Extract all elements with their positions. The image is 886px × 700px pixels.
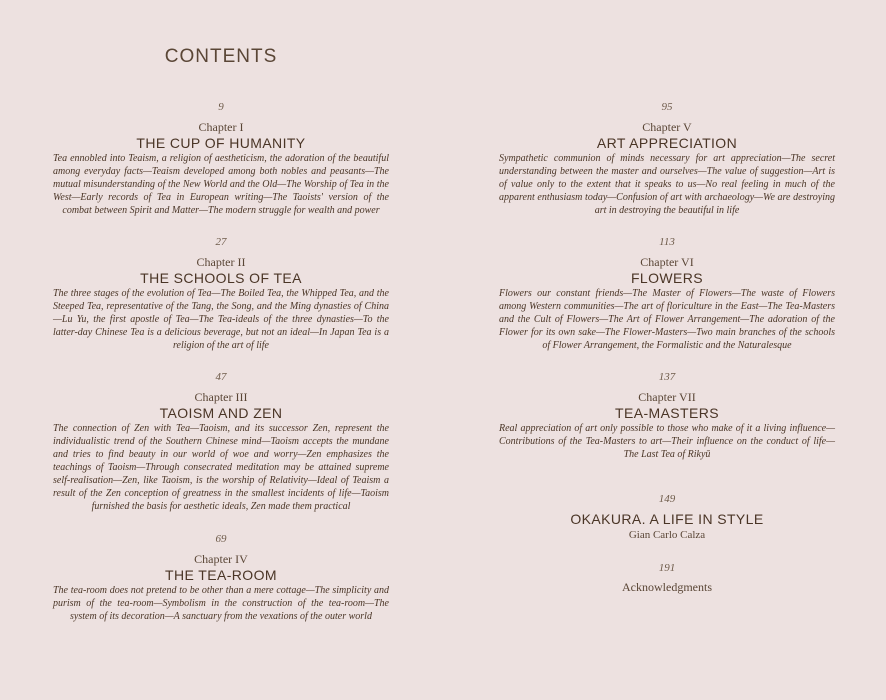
toc-entry-chapter-6[interactable] (499, 236, 835, 352)
chapter-title: TAOISM AND ZEN (159, 405, 283, 421)
toc-entry-chapter-5[interactable] (499, 101, 835, 217)
chapter-label: Chapter V (642, 120, 692, 134)
chapter-summary: The three stages of the evolution of Tea—The Boiled Tea, the Whipped Tea, and the Steeped Tea, representative of the Tang, the Song, and the Ming dynasties of China—Lu Yu, the first apostle of Tea—The Tea-ideals of the three dynasties—To the latter-day Chinese Tea is a delicious beverage, but not an ideal—In Japan Tea is a religion of the art of life (53, 288, 389, 351)
chapter-label: Chapter II (196, 255, 246, 269)
chapter-summary: The connection of Zen with Tea—Taoism, and its successor Zen, represent the individualistic trend of the Southern Chinese mind—Taoism accepts the mundane and tries to find beauty in our world of woe and worry—Zen emphasizes the teachings of Taoism—Through consecrated meditation may be attained supreme self-realisation—Zen, like Taoism, is the worship of Relativity—Ideal of Teaism a result of the Zen conception of greatness in the smallest incidents of life—Taoism furnished the basis for aesthetic ideals, Zen made them practical (53, 423, 389, 512)
chapter-title: THE CUP OF HUMANITY (136, 135, 306, 151)
page-number: 47 (215, 371, 227, 383)
page-number: 113 (659, 236, 675, 248)
page-number: 9 (218, 101, 224, 113)
toc-entry-chapter-7[interactable] (499, 371, 835, 461)
chapter-label: Chapter III (194, 390, 248, 404)
chapter-title: THE SCHOOLS OF TEA (140, 270, 302, 286)
toc-entry-essay[interactable] (499, 493, 835, 542)
page-number: 27 (215, 236, 227, 248)
chapter-summary: Real appreciation of art only possible to those who make of it a living influence—Contributions of the Tea-Masters to art—Their influence on the conduct of life—The Last Tea of Rikyū (499, 423, 835, 460)
toc-entry-chapter-3[interactable] (53, 371, 389, 513)
acknowledgments-title: Acknowledgments (622, 580, 712, 594)
chapter-label: Chapter VII (638, 390, 696, 404)
chapter-label: Chapter I (198, 120, 244, 134)
toc-entry-acknowledgments[interactable] (499, 562, 835, 595)
chapter-title: TEA-MASTERS (615, 405, 719, 421)
chapter-summary: Tea ennobled into Teaism, a religion of aestheticism, the adoration of the beautiful among everyday facts—Teaism developed among both nobles and peasants—The mutual misunderstanding of the New World and the Old—The Worship of Tea in the West—Early records of Tea in European writing—The Taoists' version of the combat between Spirit and Matter—The modern struggle for wealth and power (53, 153, 389, 216)
chapter-title: FLOWERS (630, 270, 704, 286)
toc-entry-chapter-2[interactable] (53, 236, 389, 352)
chapter-label: Chapter VI (640, 255, 694, 269)
contents-heading: CONTENTS (164, 46, 278, 67)
page-number: 149 (658, 493, 676, 505)
chapter-title: ART APPRECIATION (596, 135, 738, 151)
page-number: 95 (661, 101, 673, 113)
essay-title: OKAKURA. A LIFE IN STYLE (570, 511, 764, 527)
chapter-summary: Sympathetic communion of minds necessary for art appreciation—The secret understanding between the master and ourselves—The value of suggestion—Art is of value only to the extent that it speaks to us—No real feeling in much of the apparent enthusiasm today—Confusion of art with archaeology—We are destroying art in destroying the beautiful in life (499, 153, 835, 216)
page-number: 137 (658, 371, 676, 383)
toc-entry-chapter-1[interactable] (53, 101, 389, 217)
chapter-summary: The tea-room does not pretend to be other than a mere cottage—The simplicity and purism of the tea-room—Symbolism in the construction of the tea-room—The system of its decoration—A sanctuary from the vexations of the outer world (53, 585, 389, 622)
page-number: 191 (658, 562, 676, 574)
chapter-summary: Flowers our constant friends—The Master of Flowers—The waste of Flowers among Western communities—The art of floriculture in the East—The Tea-Masters and the Cult of Flowers—The Art of Flower Arrangement—The adoration of the Flower for its own sake—The Flower-Masters—Two main branches of the schools of Flower Arrangement, the Formalistic and the Naturalesque (499, 288, 835, 351)
chapter-title: THE TEA-ROOM (165, 567, 277, 583)
toc-entry-chapter-4[interactable] (53, 533, 389, 623)
chapter-label: Chapter IV (194, 552, 248, 566)
page-number: 69 (215, 533, 227, 545)
essay-author: Gian Carlo Calza (628, 529, 706, 541)
